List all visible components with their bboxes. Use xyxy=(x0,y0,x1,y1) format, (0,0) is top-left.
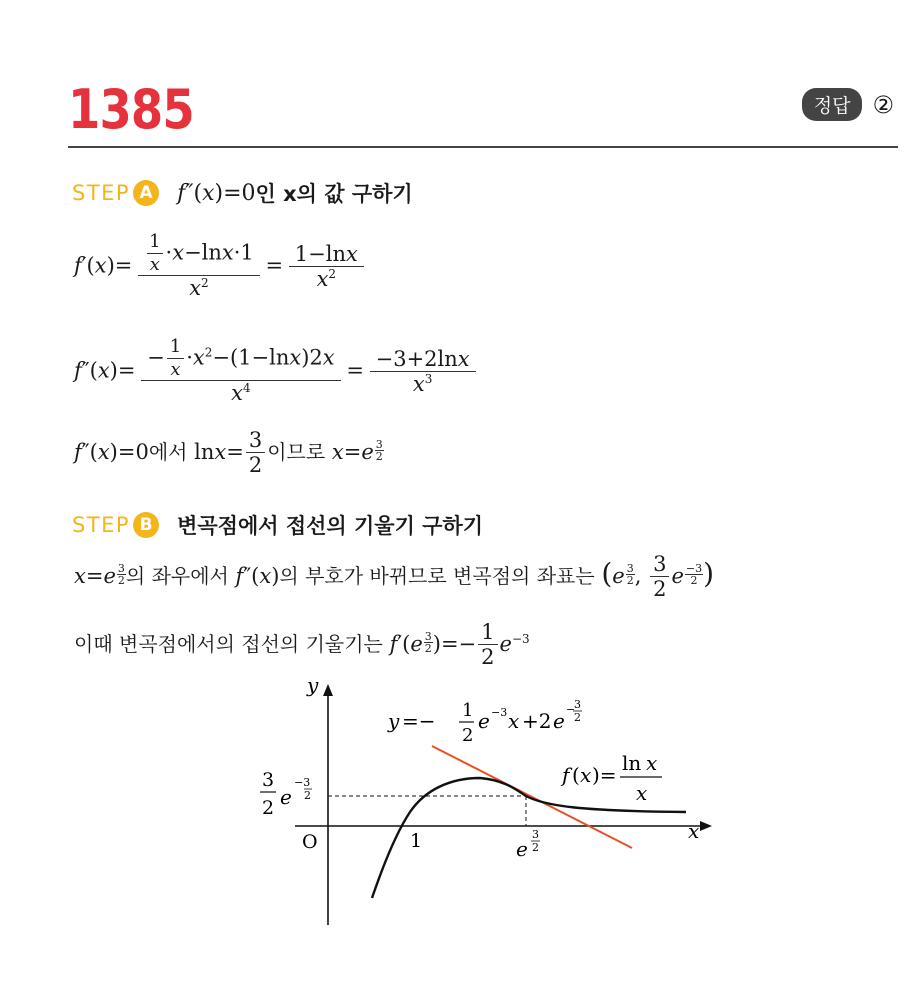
first-derivative-fraction: $\frac{1}{x}$ ·x−lnx·1 $x^2$ xyxy=(141,232,257,301)
svg-text:2: 2 xyxy=(262,797,275,819)
tangent-equation-label xyxy=(387,698,582,746)
y-axis-arrow xyxy=(323,684,333,696)
svg-text:=−: =− xyxy=(402,709,436,733)
svg-text:f: f xyxy=(562,763,570,787)
second-derivative-simplified: $\frac{-3+2\ln x}{x^3}$ xyxy=(373,347,473,397)
step-b-title: 변곡점에서 접선의 기울기 구하기 xyxy=(177,514,484,538)
problem-number: 1385 xyxy=(68,78,194,141)
first-derivative-simplified: $\frac{1-\ln x}{x^2}$ xyxy=(292,242,361,292)
second-derivative-line: f″(x)= − $\frac{1}{x}$ $\cdot x^2-(1-\ln x)2x$ $x^4$ = $\frac{-3+2\ln x}{x^3}$ xyxy=(74,337,475,406)
svg-text:e: e xyxy=(553,709,565,733)
y-tick-inflection xyxy=(260,769,312,819)
svg-text:−: − xyxy=(566,703,576,716)
svg-text:2: 2 xyxy=(304,789,311,802)
svg-text:2: 2 xyxy=(462,725,474,746)
svg-text:(: ( xyxy=(572,763,580,787)
svg-text:−3: −3 xyxy=(294,776,311,789)
svg-text:2: 2 xyxy=(574,711,581,724)
svg-text:e: e xyxy=(516,837,528,861)
svg-text:−3: −3 xyxy=(491,706,508,719)
svg-text:x: x xyxy=(508,709,520,733)
svg-text:x: x xyxy=(636,781,648,805)
svg-text:y: y xyxy=(388,709,400,733)
svg-text:x: x xyxy=(580,763,592,787)
step-b-badge: B xyxy=(133,512,159,538)
second-derivative-fraction: − $\frac{1}{x}$ $\cdot x^2-(1-\ln x)2x$ $x^4$ xyxy=(144,337,337,406)
inflection-condition-line: f″(x)=0에서 lnx= $\frac{3}{2}$ 이므로 x=e $\frac{3}{2}$ xyxy=(74,428,383,478)
step-b-word: STEP xyxy=(72,513,131,537)
x-tick-one: 1 xyxy=(410,830,423,852)
svg-text:2: 2 xyxy=(532,841,539,854)
svg-text:)=: )= xyxy=(592,763,617,787)
x-axis-arrow xyxy=(700,821,712,831)
svg-text:e: e xyxy=(280,785,292,809)
first-derivative-line: f′(x)= $\frac{1}{x}$ ·x−lnx·1 $x^2$ = $\frac{1-\ln x}{x^2}$ xyxy=(74,232,363,301)
svg-text:1: 1 xyxy=(462,700,474,721)
step-a-title-math: f″ xyxy=(177,180,194,206)
svg-text:x: x xyxy=(646,751,658,775)
x-tick-inflection xyxy=(516,828,540,861)
svg-text:ln: ln xyxy=(622,751,642,775)
y-axis-label: y xyxy=(307,673,319,697)
function-equation-label xyxy=(560,751,662,805)
step-a-heading: STEP A f″ ( x )=0 인 x의 값 구하기 xyxy=(72,178,413,208)
svg-text:3: 3 xyxy=(262,769,275,791)
x-axis-label: x xyxy=(688,819,700,843)
step-a-title: 인 x의 값 구하기 xyxy=(255,182,413,206)
svg-text:3: 3 xyxy=(574,698,581,711)
step-a-badge: A xyxy=(133,180,159,206)
sign-change-line: x=e $\frac{3}{2}$ 의 좌우에서 f″(x)의 부호가 바뀌므로 변곡점의 좌표는 (e $\frac{3}{2}$ , $\frac{3}{2}$ e $\frac{-3}{2}$ ) xyxy=(74,552,715,602)
step-a-word: STEP xyxy=(72,181,131,205)
origin-label: O xyxy=(302,831,318,853)
svg-text:+2: +2 xyxy=(522,709,552,733)
tangent-slope-line: 이때 변곡점에서의 접선의 기울기는 f′(e $\frac{3}{2}$ )=− $\frac{1}{2}$ $e^{-3}$ xyxy=(74,620,530,670)
svg-text:3: 3 xyxy=(532,828,539,841)
svg-text:e: e xyxy=(478,709,490,733)
answer-value: ② xyxy=(872,90,894,119)
answer-badge: 정답 xyxy=(802,88,863,121)
